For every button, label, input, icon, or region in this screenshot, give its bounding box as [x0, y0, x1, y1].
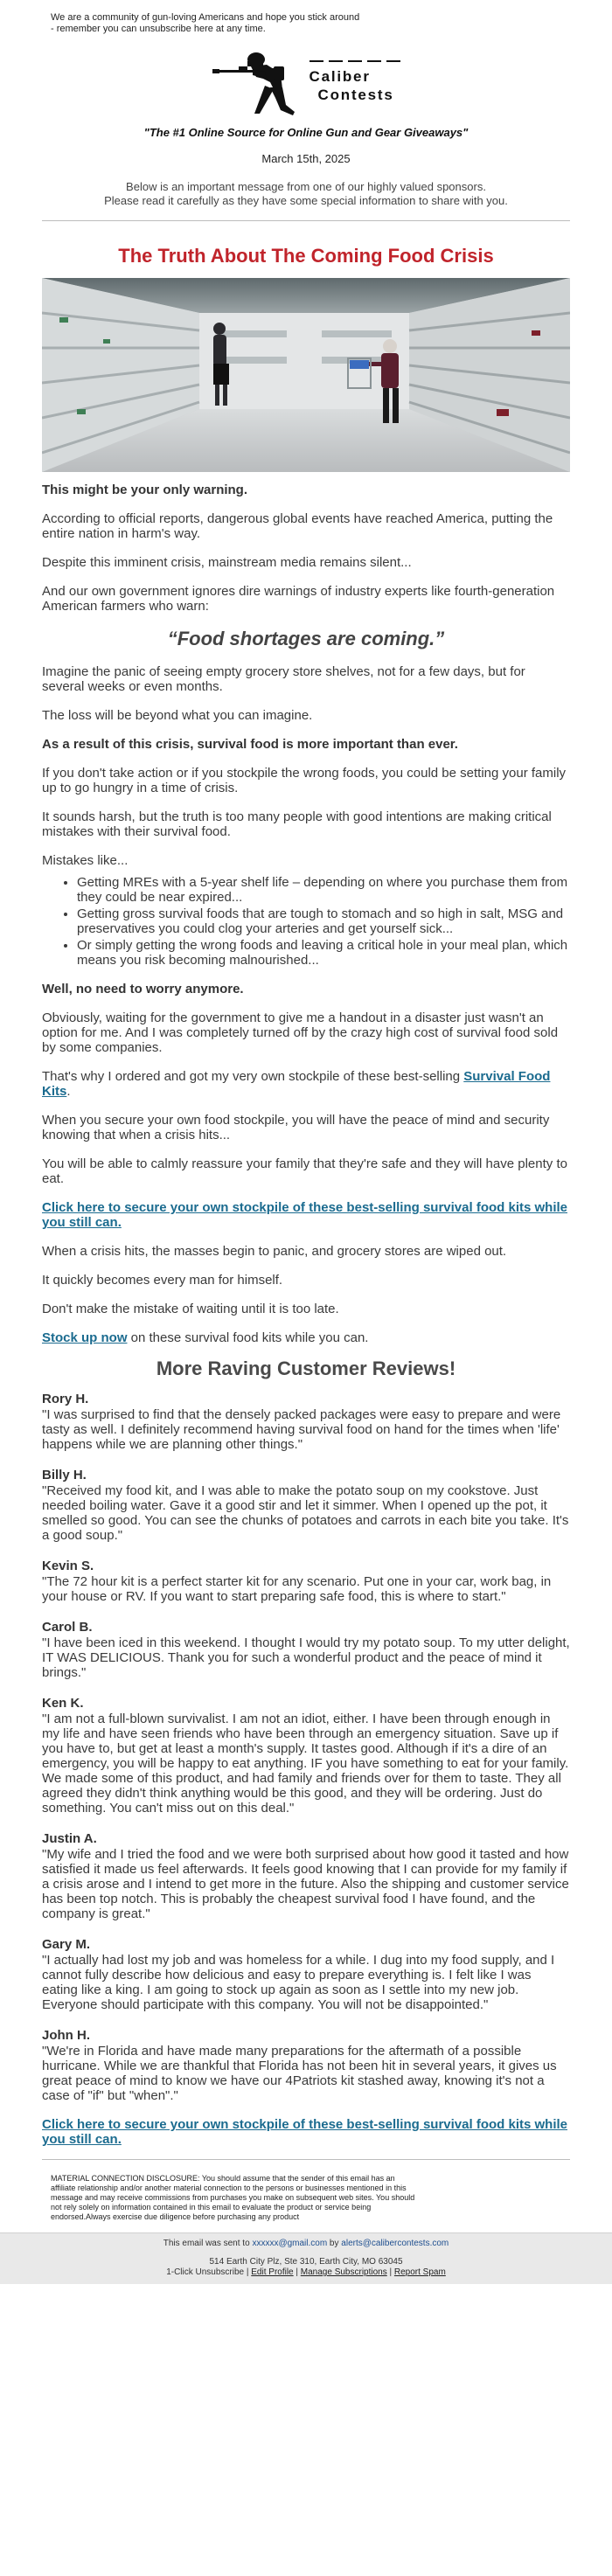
bold-paragraph: As a result of this crisis, survival food is more important than ever. — [42, 737, 458, 752]
reviewer-name: John H. — [42, 2028, 90, 2043]
headline: The Truth About The Coming Food Crisis — [118, 245, 494, 267]
paragraph: When a crisis hits, the masses begin to panic, and grocery stores are wiped out. — [42, 1244, 507, 1259]
review-text: "I was surprised to find that the densely packed packages were easy to prepare and were tasty as well. I definitely recommend having survival food on hand for the times when 'life' happens while we are planning other things." — [42, 1407, 561, 1452]
mistakes-list — [77, 875, 570, 968]
list-item: • Or simply getting the wrong foods and leaving a critical hole in your meal plan, which means you risk becoming malnourished... — [77, 938, 570, 968]
list-item: • Getting MREs with a 5-year shelf life – depending on where you purchase them from they could be near expired... — [77, 875, 570, 905]
logo-word-caliber: Caliber — [309, 68, 371, 85]
paragraph: The loss will be beyond what you can imagine. — [42, 708, 313, 723]
review-text: "I am not a full-blown survivalist. I am not an idiot, either. I have been through enough in my life and have seen friends who have been through an emergency situation. Save up if you have to, but get at least a month's supply. It tastes good. Although if it's a dire of an emergency, you will be happy to eat anything. IF you have something to eat for your family. We made some of this product, and had family and friends over for them to taste. They all agreed they didn't think anything would be this good, and they will be ordering. Just do something. You can't miss out on this deal." — [42, 1712, 569, 1816]
article-body — [42, 483, 570, 2147]
logo-dash-lines — [309, 60, 400, 62]
send-date: March 15th, 2025 — [261, 152, 351, 165]
review-item — [42, 1696, 570, 1816]
divider — [42, 220, 570, 221]
sponsor-intro-line-2: Please read it carefully as they have some special information to share with you. — [104, 194, 508, 207]
review-text: "I have been iced in this weekend. I thought I would try my potato soup. To my utter delight, IT WAS DELICIOUS. Thank you for such a wonderful product and the peace of mind it brings." — [42, 1635, 570, 1680]
grocery-aisle-illustration — [42, 278, 570, 472]
survival-food-kits-link[interactable]: Survival Food Kits — [42, 1069, 551, 1099]
review-item — [42, 1468, 570, 1543]
stock-up-now-link[interactable]: Stock up now — [42, 1330, 128, 1345]
list-item: • Getting gross survival foods that are tough to stomach and so high in salt, MSG and preservatives you could clog your arteries and get yourself sick... — [77, 906, 570, 936]
reviewer-name: Kevin S. — [42, 1559, 94, 1573]
manage-subscriptions-link[interactable]: Manage Subscriptions — [300, 2267, 387, 2277]
tagline: "The #1 Online Source for Online Gun and Gear Giveaways" — [143, 126, 469, 139]
warning-line: This might be your only warning. — [42, 483, 248, 497]
recipient-email: xxxxxx@gmail.com — [252, 2239, 328, 2248]
paragraph: It sounds harsh, but the truth is too many people with good intentions are making critical mistakes with their survival food. — [42, 809, 552, 839]
paragraph: You will be able to calmly reassure your family that they're safe and they will have plenty to eat. — [42, 1156, 567, 1186]
paragraph-with-link: That's why I ordered and got my very own stockpile of these best-selling Survival Food Kits. — [42, 1069, 551, 1099]
report-spam-link[interactable]: Report Spam — [393, 2267, 446, 2277]
reviews-heading: More Raving Customer Reviews! — [156, 1357, 456, 1379]
unsubscribe-label[interactable]: 1-Click Unsubscribe — [166, 2267, 245, 2277]
footer-links: 1-Click Unsubscribe | Edit Profile | Manage Subscriptions | Report Spam — [166, 2267, 446, 2277]
review-item — [42, 1937, 570, 2012]
sponsor-intro-line-1: Below is an important message from one of our highly valued sponsors. — [126, 180, 486, 193]
mailing-address: 514 Earth City Plz, Ste 310, Earth City, MO 63045 — [209, 2257, 403, 2267]
divider — [42, 2159, 570, 2160]
reviewer-name: Gary M. — [42, 1937, 91, 1952]
paragraph: Mistakes like... — [42, 853, 129, 868]
sent-to-line: This email was sent to xxxxxx@gmail.com by alerts@calibercontests.com — [163, 2239, 449, 2248]
reviewer-name: Carol B. — [42, 1620, 93, 1635]
paragraph-with-link: Stock up now on these survival food kits while you can. — [42, 1330, 369, 1345]
logo-word-contests: Contests — [317, 87, 394, 103]
paragraph: It quickly becomes every man for himself. — [42, 1273, 283, 1288]
edit-profile-link[interactable]: Edit Profile — [251, 2267, 294, 2277]
sender-email[interactable]: alerts@calibercontests.com — [341, 2239, 449, 2248]
paragraph: If you don't take action or if you stockpile the wrong foods, you could be setting your family up to go hungry in a time of crisis. — [42, 766, 567, 795]
review-text: "My wife and I tried the food and we were both surprised about how good it tasted and how satisfied it made us feel afterwards. It feels good knowing that I can provide for my family if a crisis arose and I intend to get more in the future. Also the shipping and customer service has been top notch. This is probably the cheapest survival food I have found, and the company is great." — [42, 1847, 569, 1921]
review-item — [42, 1559, 570, 1604]
email-footer — [0, 2232, 612, 2284]
sponsor-intro — [0, 180, 612, 208]
material-connection-disclosure: MATERIAL CONNECTION DISCLOSURE: You should assume that the sender of this email has an affiliate relationship and/or another material connection to the persons or businesses mentioned in this message and may receive commissions from purchases you make on subsequent web sites. You should not rely solely on information contained in this email to evaluate the product or service being endorsed.Always exercise due diligence before purchasing any product — [51, 2174, 415, 2221]
review-text: "The 72 hour kit is a perfect starter kit for any scenario. Put one in your car, work bag, in your house or RV. If you want to start preparing safe food, this is where to start." — [42, 1574, 552, 1604]
paragraph: According to official reports, dangerous global events have reached America, putting the entire nation in harm's way. — [42, 511, 553, 541]
paragraph: When you secure your own food stockpile, you will have the peace of mind and security knowing that when a crisis hits... — [42, 1113, 550, 1142]
soldier-with-rifle-icon — [212, 47, 304, 117]
paragraph: Imagine the panic of seeing empty grocery store shelves, not for a few days, but for several weeks or even months. — [42, 664, 525, 694]
reviewer-name: Ken K. — [42, 1696, 84, 1711]
logo-text — [309, 60, 400, 104]
caliber-contests-logo[interactable] — [0, 47, 612, 117]
paragraph: Obviously, waiting for the government to give me a handout in a disaster just wasn't an option for me. And I was completely turned off by the crazy high cost of survival food sold by some companies. — [42, 1010, 559, 1055]
empty-grocery-shelves-photo[interactable] — [42, 278, 570, 472]
preheader-line-1: We are a community of gun-loving Americans and hope you stick around — [51, 12, 360, 23]
cta-link-secure-stockpile[interactable]: Click here to secure your own stockpile of these best-selling survival food kits while you still can. — [42, 1200, 567, 1230]
reviewer-name: Justin A. — [42, 1831, 97, 1846]
pull-quote: “Food shortages are coming.” — [167, 628, 445, 649]
review-text: "We're in Florida and have made many preparations for the aftermath of a possible hurricane. While we are thankful that Florida has not been hit in several years, it gives us great peace of mind to know we have our 4Patriots kit stashed away, knowing it's not a case of "if" but "when"." — [42, 2044, 557, 2103]
review-text: "Received my food kit, and I was able to make the potato soup on my cookstove. Just needed boiling water. Gave it a good stir and let it simmer. When I opened up the pot, it smelled so good. You can see the chunks of potatoes and carrots in each bite you take. It's a good soup." — [42, 1483, 569, 1543]
bold-paragraph: Well, no need to worry anymore. — [42, 982, 244, 996]
preheader-line-2[interactable]: - remember you can unsubscribe here at any time. — [51, 24, 266, 34]
reviewer-name: Rory H. — [42, 1392, 89, 1406]
cta-link-secure-stockpile-bottom[interactable]: Click here to secure your own stockpile of these best-selling survival food kits while you still can. — [42, 2117, 567, 2147]
paragraph: Despite this imminent crisis, mainstream media remains silent... — [42, 555, 412, 570]
review-text: "I actually had lost my job and was homeless for a while. I dug into my food supply, and I cannot fully describe how delicious and easy to prepare everything is. I felt like I was eating like a king. I am going to stock up again as soon as I settle into my new job. Everyone should participate with this company. You will not be disappointed." — [42, 1953, 555, 2012]
review-item — [42, 1392, 570, 1452]
paragraph: And our own government ignores dire warnings of industry experts like fourth-generation American farmers who warn: — [42, 584, 555, 614]
preheader — [51, 0, 418, 35]
reviewer-name: Billy H. — [42, 1468, 87, 1482]
review-item — [42, 2028, 570, 2103]
review-item — [42, 1620, 570, 1680]
review-item — [42, 1831, 570, 1921]
paragraph: Don't make the mistake of waiting until it is too late. — [42, 1302, 339, 1316]
